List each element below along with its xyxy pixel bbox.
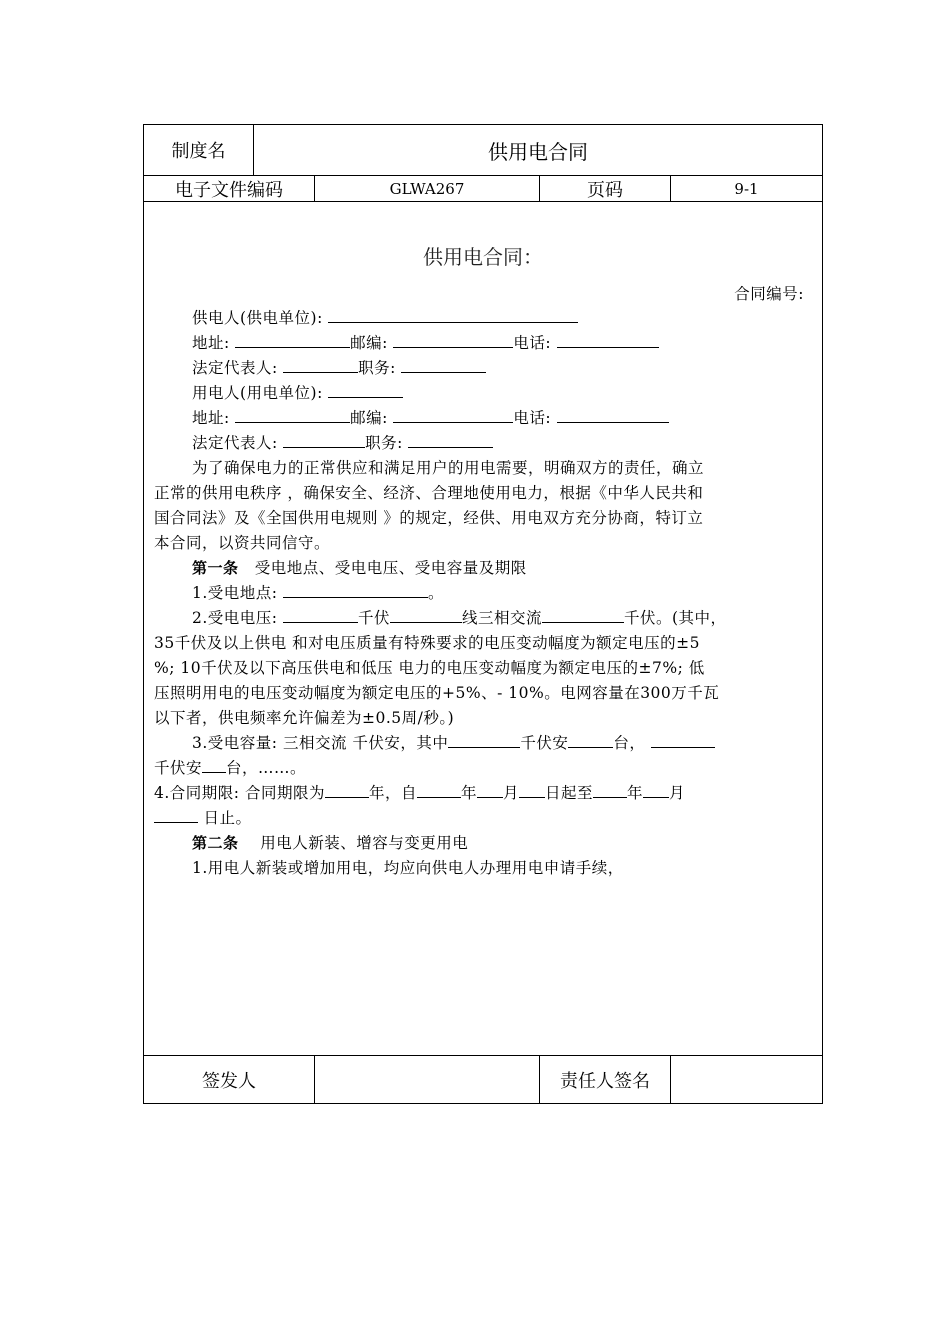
file-code-label: 电子文件编码 <box>175 179 283 201</box>
article-1-item-2-detail: 以下者，供电频率允许偏差为±0.5周/秒。) <box>154 709 455 727</box>
postcode-blank[interactable] <box>393 408 513 423</box>
wire-blank[interactable] <box>390 608 462 623</box>
contract-body <box>144 201 822 1055</box>
unit-text: 日止。 <box>203 809 252 827</box>
user-legal-line <box>192 431 493 453</box>
unit-text: 年 <box>460 784 477 802</box>
article-1-title: 第一条 <box>192 559 239 577</box>
document-form <box>143 124 823 1104</box>
legal-rep-blank[interactable] <box>283 358 358 373</box>
address-blank[interactable] <box>235 333 350 348</box>
postcode-label: 邮编: <box>350 409 388 427</box>
contract-number-label: 合同编号: <box>734 285 804 303</box>
user-label: 用电人(用电单位): <box>192 384 323 402</box>
position-label: 职务: <box>358 359 396 377</box>
month-blank[interactable] <box>643 783 669 798</box>
article-2-subject: 用电人新装、增容与变更用电 <box>260 834 469 852</box>
user-blank[interactable] <box>328 383 403 398</box>
unit-text: 日起至 <box>545 784 594 802</box>
day-blank[interactable] <box>154 808 198 823</box>
month-blank[interactable] <box>477 783 503 798</box>
article-2-heading <box>192 831 468 853</box>
voltage-blank[interactable] <box>283 608 358 623</box>
unit-text: 台，……。 <box>226 759 307 777</box>
phone-blank[interactable] <box>557 408 669 423</box>
issuer-signature-field[interactable] <box>315 1056 539 1103</box>
ac-voltage-blank[interactable] <box>542 608 624 623</box>
address-label: 地址: <box>192 409 230 427</box>
legal-rep-label: 法定代表人: <box>192 434 278 452</box>
term-blank[interactable] <box>325 783 369 798</box>
postcode-blank[interactable] <box>393 333 513 348</box>
supplier-address-line <box>192 331 659 353</box>
supplier-line <box>192 306 578 328</box>
article-1-item-4-cont <box>154 806 251 828</box>
article-1-item-2-detail: 压照明用电的电压变动幅度为额定电压的+5%、- 10%。电网容量在300万千瓦 <box>154 684 720 702</box>
units-blank[interactable] <box>568 733 613 748</box>
user-line <box>192 381 403 403</box>
unit-text: 千伏安 <box>520 734 569 752</box>
article-1-item-3-cont <box>154 756 306 778</box>
legal-rep-blank[interactable] <box>283 433 365 448</box>
responsible-label: 责任人签名 <box>560 1070 650 1092</box>
user-address-line <box>192 406 669 428</box>
unit-text: 千伏安 <box>154 759 203 777</box>
issuer-label: 签发人 <box>202 1070 256 1092</box>
file-code-value: GLWA267 <box>389 179 465 198</box>
supplier-label: 供电人(供电单位): <box>192 309 323 327</box>
position-blank[interactable] <box>408 433 493 448</box>
article-1-subject: 受电地点、受电电压、受电容量及期限 <box>254 559 527 577</box>
article-1-item-3 <box>192 731 715 753</box>
document-title: 供用电合同： <box>423 245 543 269</box>
phone-blank[interactable] <box>557 333 659 348</box>
unit-text: 线三相交流 <box>461 609 542 627</box>
system-name-label: 制度名 <box>171 141 226 162</box>
supplier-blank[interactable] <box>328 308 578 323</box>
unit-text: 年，自 <box>368 784 417 802</box>
intro-paragraph: 本合同，以资共同信守。 <box>154 534 331 552</box>
capacity-blank[interactable] <box>448 733 520 748</box>
page-label: 页码 <box>587 179 623 201</box>
item-end: 。 <box>427 584 444 602</box>
supplier-legal-line <box>192 356 486 378</box>
address-label: 地址: <box>192 334 230 352</box>
article-2-title: 第二条 <box>192 834 239 852</box>
article-1-item-4 <box>154 781 685 803</box>
article-1-item-2-detail: 35千伏及以上供电 和对电压质量有特殊要求的电压变动幅度为额定电压的±5 <box>154 634 701 652</box>
unit-text: 月 <box>669 784 686 802</box>
units-blank[interactable] <box>202 758 226 773</box>
year-blank[interactable] <box>593 783 627 798</box>
phone-label: 电话: <box>513 409 552 427</box>
intro-paragraph: 国合同法》及《全国供用电规则 》的规定，经供、用电双方充分协商，特订立 <box>154 509 704 527</box>
item-label: 2.受电电压: <box>192 609 278 627</box>
day-blank[interactable] <box>519 783 545 798</box>
postcode-label: 邮编: <box>350 334 388 352</box>
unit-text: 月 <box>502 784 519 802</box>
article-1-item-2 <box>192 606 727 628</box>
intro-paragraph: 为了确保电力的正常供应和满足用户的用电需要，明确双方的责任，确立 <box>192 459 705 477</box>
location-blank[interactable] <box>283 583 428 598</box>
article-1-heading <box>192 556 527 578</box>
item-label: 3.受电容量: 三相交流 千伏安，其中 <box>192 734 449 752</box>
capacity-blank[interactable] <box>651 733 715 748</box>
phone-label: 电话: <box>513 334 552 352</box>
year-blank[interactable] <box>417 783 461 798</box>
system-name-value: 供用电合同 <box>488 139 588 164</box>
unit-text: 台， <box>613 734 646 752</box>
intro-paragraph: 正常的供用电秩序 ，确保安全、经济、合理地使用电力，根据《中华人民共和 <box>154 484 704 502</box>
item-label: 4.合同期限: 合同期限为 <box>154 784 325 802</box>
unit-text: 千伏。(其中， <box>623 609 727 627</box>
position-label: 职务: <box>365 434 403 452</box>
legal-rep-label: 法定代表人: <box>192 359 278 377</box>
article-2-item-1: 1.用电人新装或增加用电，均应向供电人办理用电申请手续， <box>192 859 624 877</box>
article-1-item-2-detail: %; 10千伏及以下高压供电和低压 电力的电压变动幅度为额定电压的±7%; 低 <box>154 659 705 677</box>
unit-text: 千伏 <box>357 609 390 627</box>
address-blank[interactable] <box>235 408 350 423</box>
article-1-item-1 <box>192 581 444 603</box>
item-label: 1.受电地点: <box>192 584 278 602</box>
unit-text: 年 <box>627 784 644 802</box>
position-blank[interactable] <box>401 358 486 373</box>
page-value: 9-1 <box>734 179 759 198</box>
responsible-signature-field[interactable] <box>671 1056 822 1103</box>
